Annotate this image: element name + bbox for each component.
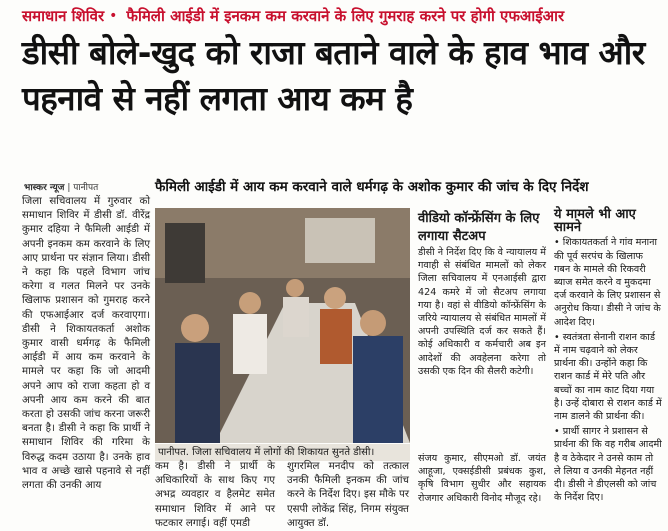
body-column-2: कम है। डीसी ने प्रार्थी के अधिकारियों के साथ किए गए अभद्र व्यवहार व हैलमेट समेत समाधान शिविर में आने पर फटकार लगाई। वहीं एमडी — [155, 461, 275, 529]
sidebar-item-1: • शिकायतकर्ता ने गांव मनाना की पूर्व सरपंच के खिलाफ गबन के मामले की रिकवरी ब्याज समेत करने व मुकदमा दर्ज करवाने के लिए प्रशासन से अनुरोध किया। डीसी ने जांच के आदेश दिए। — [554, 237, 661, 328]
kicker — [22, 4, 564, 28]
byline-source: भास्कर न्यूज — [24, 183, 65, 193]
headline: डीसी बोले-खुद को राजा बताने वाले के हाव भाव और पहनावे से नहीं लगता आय कम है — [22, 33, 645, 118]
subhead: फैमिली आईडी में आय कम करवाने वाले धर्मगढ़ के अशोक कुमार की जांच के दिए निर्देश — [155, 179, 589, 195]
kicker-tag: समाधान शिविर — [22, 7, 105, 25]
kicker-bullet-icon: • — [109, 8, 118, 24]
sidebar-title: ये मामले भी आए सामने — [554, 207, 636, 236]
byline: भास्कर न्यूज | पानीपत — [24, 183, 99, 193]
setup-story-text: डीसी ने निर्देश दिए कि वे न्यायालय में गवाही से संबंधित मामलों को लेकर जिला सचिवालय में एनआईसी द्वारा 424 कमरे में जो सैटअप लगाया गया है। वहां से वीडियो कॉन्फ्रेंसिंग के जरिये न्यायालय से संबंधित मामलों में अपनी उपस्थिति दर्ज कर सकते हैं। कोई अधिकारी व कर्मचारी अब इन आदेशों की अवहेलना करेगा तो उसकी एक दिन की सैलरी कटेगी। — [418, 247, 546, 377]
sidebar-cases — [554, 208, 662, 506]
byline-place: पानीपत — [73, 183, 99, 193]
setup-story-title: वीडियो कॉन्फ्रेंसिंग के लिए लगाया सैटअप — [418, 211, 540, 244]
photo-caption: पानीपत. जिला सचिवालय में लोगों की शिकायत सुनते डीसी। — [155, 444, 410, 461]
kicker-text: फैमिली आईडी में इनकम कम करवाने के लिए गुमराह करने पर होगी एफआईआर — [126, 7, 565, 25]
sidebar-item-2: • स्वतंत्रता सेनानी राशन कार्ड में नाम चढ़वाने को लेकर प्रार्थना की। उन्होंने कहा कि राशन कार्ड में मेरे पति और बच्चों का नाम काट दिया गया है। उन्हें दोबारा से राशन कार्ड में नाम डालने की प्रार्थना की। — [554, 331, 662, 423]
setup-story — [418, 208, 546, 436]
body-column-1: जिला सचिवालय में गुरुवार को समाधान शिविर में डीसी डॉ. वीरेंद्र कुमार दहिया ने फैमिली आईडी में अपनी इनकम कम करवाने के लिए आए प्रार्थना पर संज्ञान लिया। डीसी ने कहा कि पहले विभाग जांच करेगा व गलत मिलने पर उनके खिलाफ प्रशासन को गुमराह करने की एफआईआर दर्ज करवाएगा। डीसी ने शिकायतकर्ता अशोक कुमार वासी धर्मगढ़ के फैमिली आईडी में आय कम करवाने के मामले पर कहा कि जो आदमी अपने आप को राजा कहता हो व अपनी आय कम करने की बात करता हो उसकी जांच करना जरूरी बनता है। डीसी ने कहा कि प्रार्थी ने समाधान शिविर की गरिमा के विरुद्ध कदम उठाया है। उनके हाव भाव व अच्छे खासे पहनावे से नहीं लगता की उनकी आय — [22, 196, 150, 492]
news-photo — [155, 208, 410, 443]
sidebar-item-3: • प्रार्थी सागर ने प्रशासन से प्रार्थना की कि वह गरीब आदमी है व ठेकेदार ने उनसे काम तो ले लिया व उनकी मेहनत नहीं दी। डीसी ने डीएलसी को जांच के निर्देश दिए। — [554, 426, 662, 504]
body-column-4b: संजय कुमार, सीएमओ डॉ. जयंत आहूजा, एक्सईडीसी प्रबंधक कुश, कृषि विभाग सुधीर और सहायक रोजगार अधिकारी विनोद मौजूद रहे। — [418, 453, 546, 504]
meeting-photo-illustration — [155, 208, 410, 443]
body-column-3: शुगरमिल मनदीप को तत्काल उनकी फैमिली इनकम की जांच करने के निर्देश दिए। इस मौके पर एसपी लोकेंद्र सिंह, निगम संयुक्त आयुक्त डॉ. — [287, 461, 409, 529]
